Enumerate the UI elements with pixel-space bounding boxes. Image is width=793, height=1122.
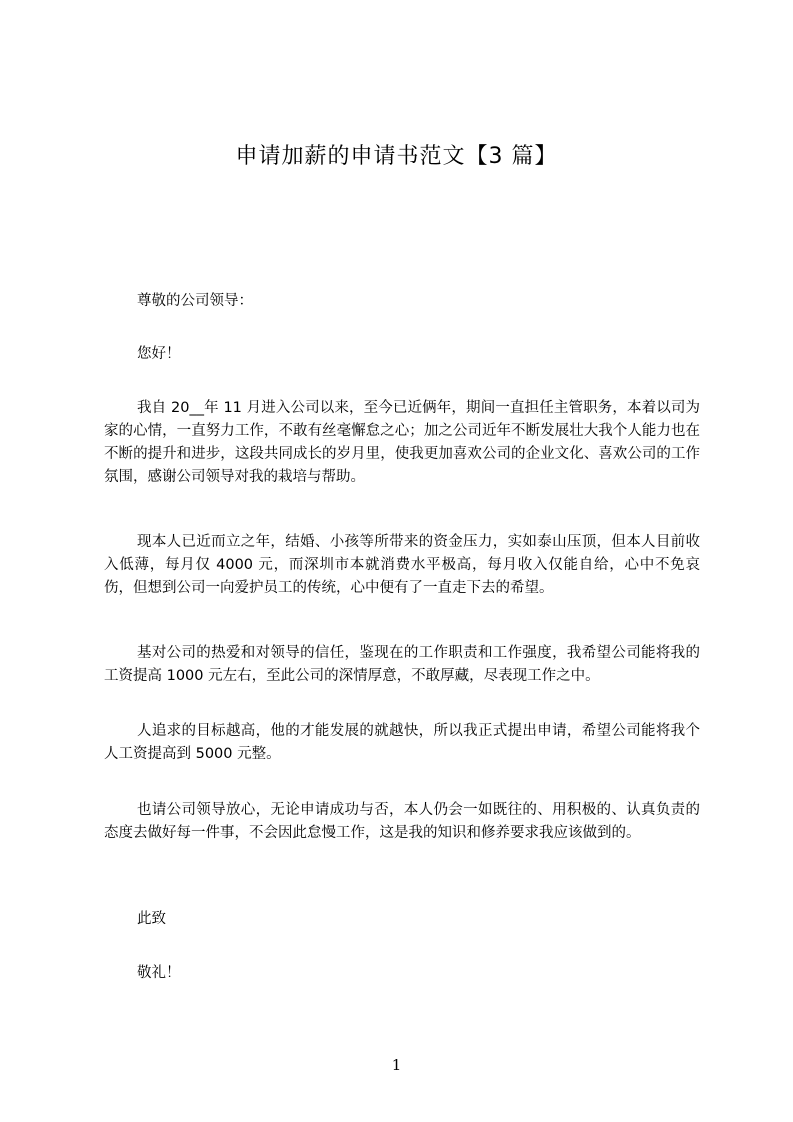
paragraph-4-text: 人追求的目标越高，他的才能发展的就越快，所以我正式提出申请，希望公司能将我个人工资提高到 5000 元整。	[104, 723, 700, 762]
paragraph-2	[104, 531, 700, 600]
closing-line-2	[104, 962, 700, 985]
paragraph-5	[104, 799, 700, 845]
closing-line-1	[104, 908, 700, 931]
salutation	[104, 290, 700, 313]
closing-2-text: 敬礼！	[137, 965, 181, 981]
paragraph-1-text: 我自 20__年 11 月进入公司以来，至今已近俩年，期间一直担任主管职务，本着以司为家的心情，一直努力工作，不敢有丝毫懈怠之心；加之公司近年不断发展壮大我个人能力也在不断的提升和进步，这段共同成长的岁月里，使我更加喜欢公司的企业文化、喜欢公司的工作氛围，感谢公司领导对我的栽培与帮助。	[104, 400, 700, 485]
paragraph-2-text: 现本人已近而立之年，结婚、小孩等所带来的资金压力，实如泰山压顶，但本人目前收入低薄，每月仅 4000 元，而深圳市本就消费水平极高，每月收入仅能自给，心中不免哀伤，但想到公司一向爱护员工的传统，心中便有了一直走下去的希望。	[104, 534, 700, 596]
greeting-text: 您好！	[137, 346, 181, 362]
paragraph-3-text: 基对公司的热爱和对领导的信任，鉴现在的工作职责和工作强度，我希望公司能将我的工资提高 1000 元左右，至此公司的深情厚意，不敢厚藏，尽表现工作之中。	[104, 645, 700, 684]
closing-1-text: 此致	[137, 911, 166, 927]
paragraph-3	[104, 642, 700, 688]
document-title: 申请加薪的申请书范文【3 篇】	[235, 144, 558, 169]
greeting	[104, 343, 700, 366]
paragraph-5-text: 也请公司领导放心，无论申请成功与否，本人仍会一如既往的、用积极的、认真负责的态度去做好每一件事，不会因此怠慢工作，这是我的知识和修养要求我应该做到的。	[104, 802, 700, 841]
page-number: 1	[391, 1056, 402, 1074]
paragraph-4	[104, 720, 700, 766]
paragraph-1	[104, 397, 700, 489]
salutation-text: 尊敬的公司领导：	[137, 293, 253, 309]
